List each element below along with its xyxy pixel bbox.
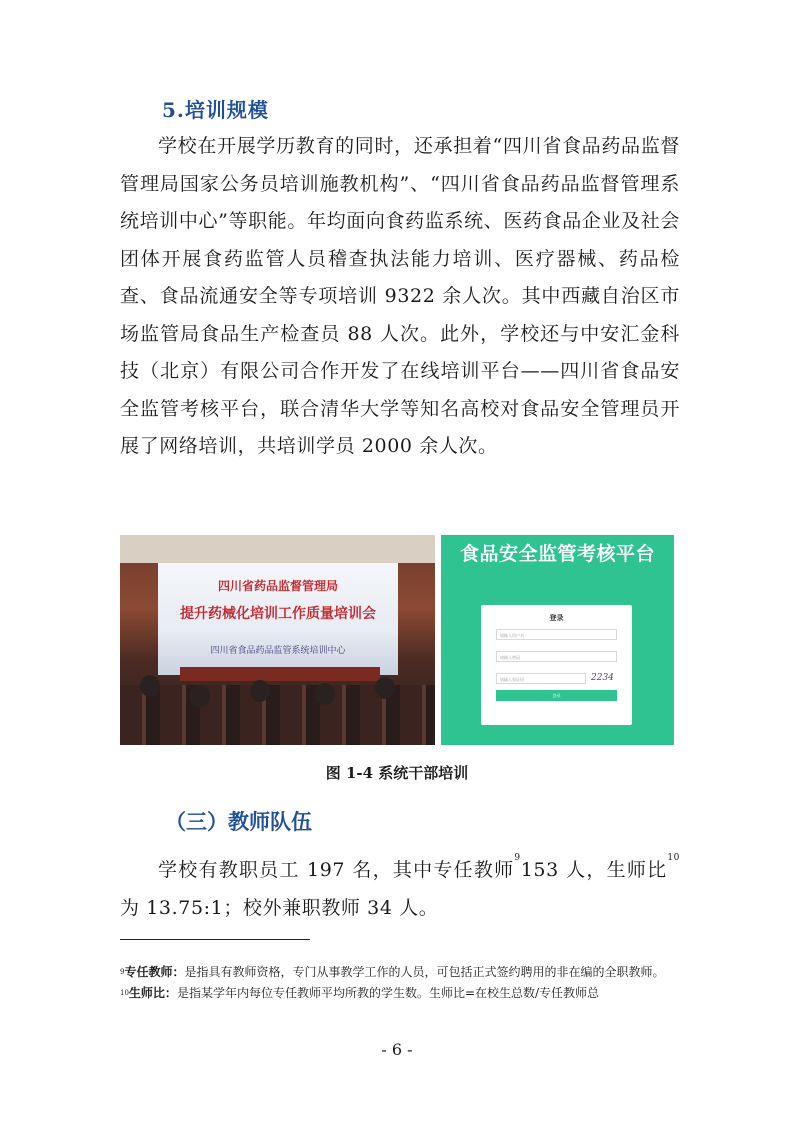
footnote-term: 专任教师： bbox=[124, 965, 185, 979]
audience-head bbox=[315, 683, 335, 705]
teaching-staff-paragraph bbox=[120, 852, 680, 927]
staff-text-1: 学校有教职员工 197 名，其中专任教师 bbox=[158, 859, 515, 881]
banner-line-3: 四川省食品药品监管系统培训中心 bbox=[210, 646, 346, 656]
footnote-number: 10 bbox=[120, 989, 129, 997]
footnote-ref-9[interactable]: 9 bbox=[514, 853, 521, 863]
staff-text-2: 153 人，生师比 bbox=[520, 859, 668, 881]
login-panel bbox=[481, 605, 632, 725]
training-scale-paragraph: 学校在开展学历教育的同时，还承担着“四川省食品药品监督管理局国家公务员培训施教机构”、“四川省食品药品监督管理系统培训中心”等职能。年均面向食药监系统、医药食品企业及社会团体开展食药监管人员稽查执法能力培训、医疗器械、药品检查、食品流通安全等专项培训 9322 余人次。其中西藏自治区市场监管局食品生产检查员 88 人次。此外，学校还与中安汇金科技（北京）有限公司合作开发了在线培训平台——四川省食品安全监管考核平台，联合清华大学等知名高校对食品安全管理员开展了网络培训，共培训学员 2000 余人次。 bbox=[120, 135, 680, 457]
login-panel-title: 登录 bbox=[549, 614, 564, 622]
page-number: - 6 - bbox=[381, 1040, 413, 1059]
platform-login-screenshot bbox=[441, 535, 674, 745]
footnote-ref-10[interactable]: 10 bbox=[667, 853, 680, 863]
password-field: 请输入密码 bbox=[496, 651, 617, 662]
footnote-text: 是指某学年内每位专任教师平均所教的学生数。生师比=在校生总数/专任教师总 bbox=[176, 986, 600, 1000]
audience-head bbox=[250, 680, 270, 702]
footnote-number: 9 bbox=[120, 968, 125, 976]
ceiling bbox=[120, 535, 435, 563]
training-meeting-photo bbox=[120, 535, 435, 745]
banner-line-2: 提升药械化培训工作质量培训会 bbox=[180, 606, 376, 622]
footnotes bbox=[120, 962, 676, 1004]
subsection-heading: 5.培训规模 bbox=[162, 98, 269, 122]
captcha-image: 2234 bbox=[591, 673, 614, 683]
username-field: 请输入用户名 bbox=[496, 629, 617, 640]
audience-head bbox=[140, 675, 160, 697]
audience-head bbox=[375, 677, 395, 699]
login-button: 登录 bbox=[496, 690, 617, 701]
platform-title: 食品安全监管考核平台 bbox=[459, 543, 655, 565]
podium-table bbox=[180, 667, 380, 681]
banner-line-1: 四川省药品监督管理局 bbox=[217, 579, 338, 593]
section-heading: （三）教师队伍 bbox=[165, 809, 312, 834]
footnote-term: 生师比： bbox=[128, 986, 177, 1000]
footnote-text: 是指具有教师资格，专门从事教学工作的人员，可包括正式签约聘用的非在编的全职教师。 bbox=[184, 965, 665, 979]
meeting-banner bbox=[158, 563, 398, 675]
footnote bbox=[120, 962, 676, 983]
staff-text-3: 为 13.75:1；校外兼职教师 34 人。 bbox=[120, 896, 439, 919]
footnote-divider bbox=[120, 939, 310, 940]
audience-head bbox=[190, 685, 210, 707]
figure-caption: 图 1-4 系统干部培训 bbox=[325, 764, 469, 782]
captcha-field: 请输入验证码 bbox=[496, 673, 586, 684]
footnote bbox=[120, 983, 676, 1004]
